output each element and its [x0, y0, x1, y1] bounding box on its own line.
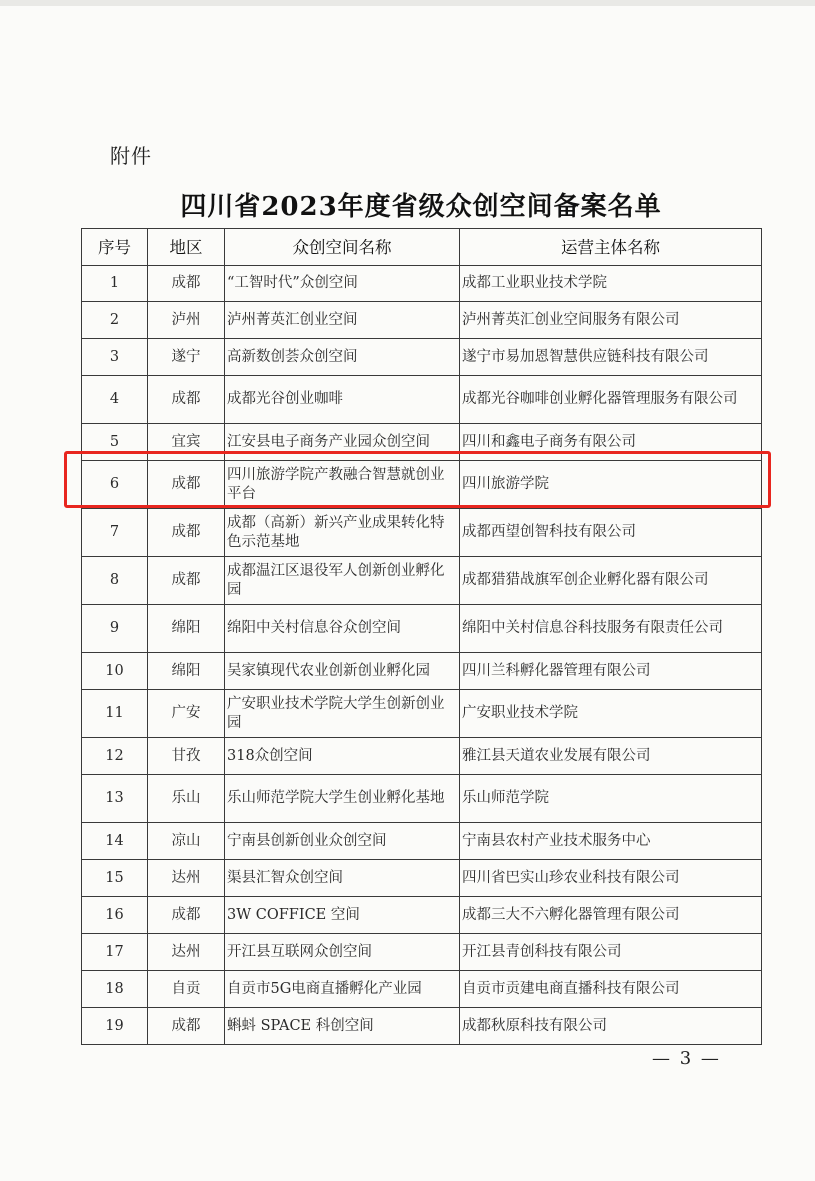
cell-space-name: 泸州菁英汇创业空间 — [225, 302, 460, 339]
cell-region: 绵阳 — [148, 653, 225, 690]
cell-operator-name: 四川旅游学院 — [460, 461, 762, 509]
table-row — [82, 557, 762, 605]
cell-operator-name: 自贡市贡建电商直播科技有限公司 — [460, 971, 762, 1008]
table-row — [82, 376, 762, 424]
cell-operator-name: 成都工业职业技术学院 — [460, 266, 762, 302]
document-title: 四川省2023年度省级众创空间备案名单 — [180, 192, 662, 222]
cell-operator-name: 成都秋原科技有限公司 — [460, 1008, 762, 1045]
cell-region: 成都 — [148, 1008, 225, 1045]
table-row — [82, 509, 762, 557]
cell-region: 泸州 — [148, 302, 225, 339]
cell-region: 遂宁 — [148, 339, 225, 376]
cell-serial-number: 18 — [82, 971, 148, 1008]
cell-region: 绵阳 — [148, 605, 225, 653]
cell-serial-number: 6 — [82, 461, 148, 509]
cell-region: 成都 — [148, 376, 225, 424]
table-row — [82, 738, 762, 775]
cell-space-name: 广安职业技术学院大学生创新创业园 — [225, 690, 460, 738]
cell-serial-number: 11 — [82, 690, 148, 738]
cell-region: 广安 — [148, 690, 225, 738]
cell-region: 成都 — [148, 897, 225, 934]
cell-region: 成都 — [148, 266, 225, 302]
cell-serial-number: 17 — [82, 934, 148, 971]
cell-region: 成都 — [148, 509, 225, 557]
header-space-name: 众创空间名称 — [225, 229, 460, 266]
cell-region: 宜宾 — [148, 424, 225, 461]
cell-region: 自贡 — [148, 971, 225, 1008]
cell-region: 成都 — [148, 557, 225, 605]
cell-operator-name: 遂宁市易加恩智慧供应链科技有限公司 — [460, 339, 762, 376]
cell-operator-name: 成都光谷咖啡创业孵化器管理服务有限公司 — [460, 376, 762, 424]
page-top-edge — [0, 0, 815, 6]
cell-serial-number: 4 — [82, 376, 148, 424]
table-row — [82, 266, 762, 302]
table-row — [82, 897, 762, 934]
cell-space-name: 绵阳中关村信息谷众创空间 — [225, 605, 460, 653]
cell-space-name: “工智时代”众创空间 — [225, 266, 460, 302]
cell-serial-number: 1 — [82, 266, 148, 302]
cell-operator-name: 四川兰科孵化器管理有限公司 — [460, 653, 762, 690]
cell-serial-number: 16 — [82, 897, 148, 934]
cell-operator-name: 成都三大不六孵化器管理有限公司 — [460, 897, 762, 934]
cell-space-name: 成都光谷创业咖啡 — [225, 376, 460, 424]
header-serial-number: 序号 — [82, 229, 148, 266]
cell-space-name: 开江县互联网众创空间 — [225, 934, 460, 971]
cell-operator-name: 泸州菁英汇创业空间服务有限公司 — [460, 302, 762, 339]
annex-label: 附件 — [110, 144, 152, 168]
page-number: — 3 — — [652, 1048, 721, 1069]
cell-serial-number: 15 — [82, 860, 148, 897]
header-region: 地区 — [148, 229, 225, 266]
maker-space-table — [81, 228, 762, 1045]
cell-space-name: 3W COFFICE 空间 — [225, 897, 460, 934]
table-row — [82, 1008, 762, 1045]
cell-serial-number: 7 — [82, 509, 148, 557]
cell-operator-name: 成都猎猎战旗军创企业孵化器有限公司 — [460, 557, 762, 605]
cell-region: 乐山 — [148, 775, 225, 823]
red-highlight-box — [64, 451, 771, 508]
table-row — [82, 860, 762, 897]
table-row — [82, 971, 762, 1008]
table-row — [82, 934, 762, 971]
cell-space-name: 吴家镇现代农业创新创业孵化园 — [225, 653, 460, 690]
cell-serial-number: 3 — [82, 339, 148, 376]
cell-serial-number: 8 — [82, 557, 148, 605]
cell-operator-name: 开江县青创科技有限公司 — [460, 934, 762, 971]
cell-operator-name: 宁南县农村产业技术服务中心 — [460, 823, 762, 860]
header-operator-name: 运营主体名称 — [460, 229, 762, 266]
cell-region: 成都 — [148, 461, 225, 509]
cell-region: 达州 — [148, 860, 225, 897]
cell-space-name: 渠县汇智众创空间 — [225, 860, 460, 897]
cell-operator-name: 四川省巴实山珍农业科技有限公司 — [460, 860, 762, 897]
cell-serial-number: 9 — [82, 605, 148, 653]
cell-space-name: 自贡市5G电商直播孵化产业园 — [225, 971, 460, 1008]
table-row — [82, 823, 762, 860]
cell-region: 凉山 — [148, 823, 225, 860]
cell-serial-number: 14 — [82, 823, 148, 860]
cell-serial-number: 2 — [82, 302, 148, 339]
cell-operator-name: 广安职业技术学院 — [460, 690, 762, 738]
table-header-row — [82, 229, 762, 266]
cell-space-name: 四川旅游学院产教融合智慧就创业平台 — [225, 461, 460, 509]
table-row — [82, 690, 762, 738]
cell-serial-number: 13 — [82, 775, 148, 823]
cell-serial-number: 12 — [82, 738, 148, 775]
cell-region: 达州 — [148, 934, 225, 971]
cell-space-name: 宁南县创新创业众创空间 — [225, 823, 460, 860]
cell-operator-name: 乐山师范学院 — [460, 775, 762, 823]
cell-operator-name: 成都西望创智科技有限公司 — [460, 509, 762, 557]
cell-space-name: 乐山师范学院大学生创业孵化基地 — [225, 775, 460, 823]
table-row — [82, 339, 762, 376]
cell-space-name: 江安县电子商务产业园众创空间 — [225, 424, 460, 461]
cell-serial-number: 5 — [82, 424, 148, 461]
cell-serial-number: 19 — [82, 1008, 148, 1045]
cell-space-name: 318众创空间 — [225, 738, 460, 775]
cell-region: 甘孜 — [148, 738, 225, 775]
table-row — [82, 653, 762, 690]
cell-space-name: 高新数创荟众创空间 — [225, 339, 460, 376]
cell-operator-name: 绵阳中关村信息谷科技服务有限责任公司 — [460, 605, 762, 653]
cell-operator-name: 雅江县天道农业发展有限公司 — [460, 738, 762, 775]
cell-space-name: 成都温江区退役军人创新创业孵化园 — [225, 557, 460, 605]
cell-operator-name: 四川和鑫电子商务有限公司 — [460, 424, 762, 461]
table-row — [82, 605, 762, 653]
cell-space-name: 蝌蚪 SPACE 科创空间 — [225, 1008, 460, 1045]
cell-serial-number: 10 — [82, 653, 148, 690]
cell-space-name: 成都（高新）新兴产业成果转化特色示范基地 — [225, 509, 460, 557]
table-row — [82, 775, 762, 823]
table-row — [82, 302, 762, 339]
